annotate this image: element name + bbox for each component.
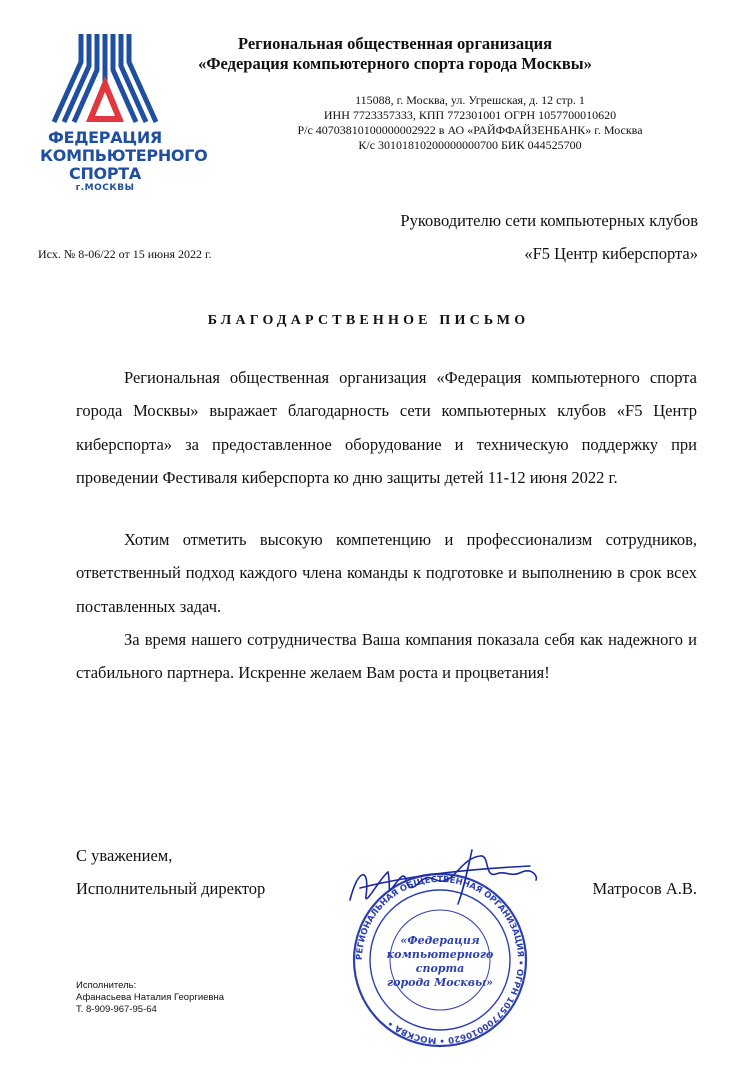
- logo-text-line2: КОМПЬЮТЕРНОГО: [40, 146, 208, 165]
- signer-name: Матросов А.В.: [592, 879, 697, 898]
- document-title: БЛАГОДАРСТВЕННОЕ ПИСЬМО: [207, 313, 530, 328]
- stamp-icon: [340, 848, 540, 1048]
- addressee-line2: «F5 Центр киберспорта»: [524, 244, 698, 263]
- requisites-inn: ИНН 7723357333, КПП 772301001 ОГРН 1057700010620: [323, 108, 617, 122]
- logo-text-city: г.МОСКВЫ: [75, 183, 135, 193]
- stamp-center-line3: спорта: [415, 962, 465, 975]
- org-title-line1: Региональная общественная организация: [237, 34, 553, 53]
- logo-emblem-icon: [52, 30, 158, 128]
- org-title-line2: «Федерация компьютерного спорта города Москвы»: [198, 54, 592, 73]
- executor-name: Афанасьева Наталия Георгиевна: [76, 992, 225, 1003]
- body-paragraph-1: Региональная общественная организация «Федерация компьютерного спорта города Москвы» выражает благодарность сети компьютерных клубов «F5 Центр киберспорта» за предоставленное оборудование и техническую поддержку при проведении Фестиваля киберспорта ко дню защиты детей 11-12 июня 2022 г.: [76, 368, 697, 487]
- signer-position: Исполнительный директор: [76, 879, 266, 898]
- requisites-corr-account: К/с 30101810200000000700 БИК 044525700: [358, 138, 582, 152]
- executor-label: Исполнитель:: [76, 980, 137, 991]
- body-paragraph-3: За время нашего сотрудничества Ваша компания показала себя как надежного и стабильного партнера. Искренне желаем Вам роста и процветания!: [76, 630, 697, 683]
- outgoing-number: Исх. № 8-06/22 от 15 июня 2022 г.: [38, 247, 212, 261]
- logo-text-line3: СПОРТА: [69, 164, 141, 183]
- stamp-center-line2: компьютерного: [386, 948, 494, 961]
- executor-phone: Т. 8-909-967-95-64: [76, 1004, 157, 1015]
- closing-phrase: С уважением,: [76, 846, 173, 865]
- stamp-ring-text: РЕГИОНАЛЬНАЯ ОБЩЕСТВЕННАЯ ОРГАНИЗАЦИЯ • ОГРН 1057700010620 • МОСКВА •: [354, 874, 526, 1046]
- stamp-center-line1: «Федерация: [400, 934, 480, 947]
- requisites-address: 115088, г. Москва, ул. Угрешская, д. 12 стр. 1: [355, 93, 585, 107]
- body-paragraph-2: Хотим отметить высокую компетенцию и профессионализм сотрудников, ответственный подход каждого члена команды к подготовке и выполнению в срок всех поставленных задач.: [76, 530, 697, 616]
- requisites-account: Р/с 40703810100000002922 в АО «РАЙФФАЙЗЕНБАНК» г. Москва: [297, 123, 643, 137]
- stamp-and-signature: [340, 848, 540, 1048]
- logo-text-line1: ФЕДЕРАЦИЯ: [48, 128, 162, 147]
- addressee-line1: Руководителю сети компьютерных клубов: [400, 211, 698, 230]
- stamp-center-line4: города Москвы»: [386, 976, 494, 989]
- federation-logo: [40, 30, 208, 200]
